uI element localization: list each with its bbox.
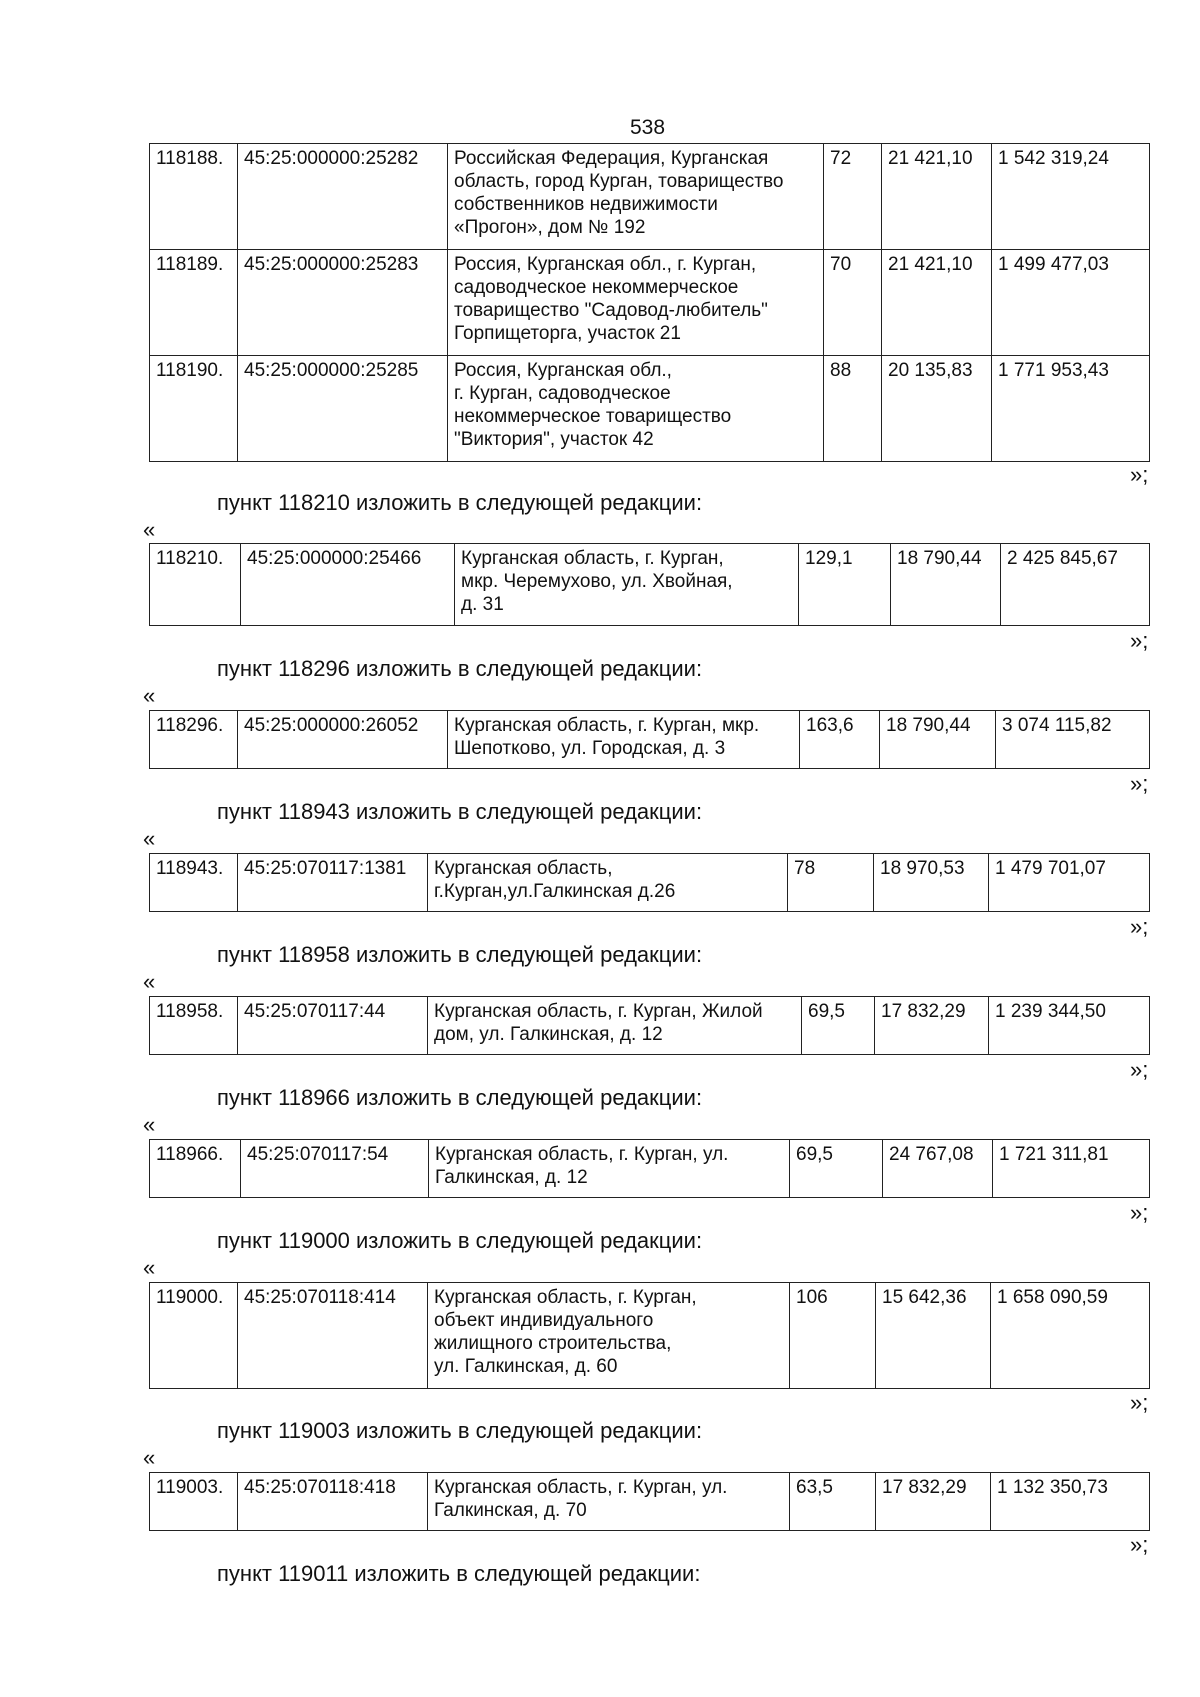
opening-quote: « bbox=[143, 517, 156, 542]
cadastral-number: 45:25:070117:54 bbox=[241, 1140, 429, 1198]
area: 63,5 bbox=[790, 1473, 876, 1531]
closing-quote: »; bbox=[1130, 1532, 1149, 1557]
table-row bbox=[150, 250, 1150, 356]
table-118188-118190 bbox=[149, 143, 1150, 462]
table-row bbox=[150, 997, 1150, 1055]
row-number: 119003. bbox=[150, 1473, 238, 1531]
address: Курганская область, г. Курган, Жилой дом, ул. Галкинская, д. 12 bbox=[428, 997, 802, 1055]
table-118966 bbox=[149, 1139, 1150, 1198]
table-row bbox=[150, 544, 1150, 626]
closing-quote: »; bbox=[1130, 1390, 1149, 1415]
cadastral-number: 45:25:070117:44 bbox=[238, 997, 428, 1055]
opening-quote: « bbox=[143, 683, 156, 708]
table-row bbox=[150, 854, 1150, 912]
address: Курганская область, г. Курган, ул. Галкинская, д. 70 bbox=[428, 1473, 790, 1531]
cadastral-number: 45:25:000000:25466 bbox=[241, 544, 455, 626]
cost: 1 542 319,24 bbox=[992, 144, 1150, 250]
area: 106 bbox=[790, 1283, 876, 1389]
rate: 17 832,29 bbox=[875, 997, 989, 1055]
row-number: 118296. bbox=[150, 711, 238, 769]
area: 69,5 bbox=[790, 1140, 883, 1198]
cadastral-number: 45:25:070118:418 bbox=[238, 1473, 428, 1531]
rate: 15 642,36 bbox=[876, 1283, 991, 1389]
area: 88 bbox=[824, 356, 882, 462]
address: Курганская область, г. Курган, объект индивидуального жилищного строительства, ул. Галкинская, д. 60 bbox=[428, 1283, 790, 1389]
rate: 20 135,83 bbox=[882, 356, 992, 462]
instruction-118210: пункт 118210 изложить в следующей редакции: bbox=[217, 490, 703, 515]
table-row bbox=[150, 1283, 1150, 1389]
cadastral-number: 45:25:000000:26052 bbox=[238, 711, 448, 769]
address: Курганская область, г.Курган,ул.Галкинская д.26 bbox=[428, 854, 788, 912]
table-118296 bbox=[149, 710, 1150, 769]
cost: 3 074 115,82 bbox=[996, 711, 1150, 769]
cost: 1 499 477,03 bbox=[992, 250, 1150, 356]
row-number: 119000. bbox=[150, 1283, 238, 1389]
rate: 21 421,10 bbox=[882, 144, 992, 250]
closing-quote: »; bbox=[1130, 914, 1149, 939]
address: Россия, Курганская обл., г. Курган, садоводческое некоммерческое товарищество "Виктория", участок 42 bbox=[448, 356, 824, 462]
area: 163,6 bbox=[800, 711, 880, 769]
address: Курганская область, г. Курган, ул. Галкинская, д. 12 bbox=[429, 1140, 790, 1198]
table-row bbox=[150, 1473, 1150, 1531]
address: Курганская область, г. Курган, мкр. Шепотково, ул. Городская, д. 3 bbox=[448, 711, 800, 769]
closing-quote: »; bbox=[1130, 1200, 1149, 1225]
cost: 1 658 090,59 bbox=[991, 1283, 1150, 1389]
table-row bbox=[150, 1140, 1150, 1198]
opening-quote: « bbox=[143, 1112, 156, 1137]
instruction-119003: пункт 119003 изложить в следующей редакции: bbox=[217, 1418, 703, 1443]
area: 78 bbox=[788, 854, 874, 912]
row-number: 118958. bbox=[150, 997, 238, 1055]
instruction-118296: пункт 118296 изложить в следующей редакции: bbox=[217, 656, 703, 681]
table-118210 bbox=[149, 543, 1150, 626]
rate: 18 970,53 bbox=[874, 854, 989, 912]
cadastral-number: 45:25:000000:25283 bbox=[238, 250, 448, 356]
opening-quote: « bbox=[143, 826, 156, 851]
cadastral-number: 45:25:000000:25285 bbox=[238, 356, 448, 462]
instruction-118966: пункт 118966 изложить в следующей редакции: bbox=[217, 1085, 703, 1110]
address: Курганская область, г. Курган, мкр. Черемухово, ул. Хвойная, д. 31 bbox=[455, 544, 799, 626]
instruction-119011: пункт 119011 изложить в следующей редакции: bbox=[217, 1561, 701, 1586]
row-number: 118189. bbox=[150, 250, 238, 356]
area: 69,5 bbox=[802, 997, 875, 1055]
rate: 24 767,08 bbox=[883, 1140, 993, 1198]
opening-quote: « bbox=[143, 1445, 156, 1470]
table-row bbox=[150, 144, 1150, 250]
opening-quote: « bbox=[143, 969, 156, 994]
cadastral-number: 45:25:070117:1381 bbox=[238, 854, 428, 912]
instruction-118943: пункт 118943 изложить в следующей редакции: bbox=[217, 799, 703, 824]
closing-quote: »; bbox=[1130, 771, 1149, 796]
cadastral-number: 45:25:070118:414 bbox=[238, 1283, 428, 1389]
area: 70 bbox=[824, 250, 882, 356]
area: 72 bbox=[824, 144, 882, 250]
row-number: 118188. bbox=[150, 144, 238, 250]
table-row bbox=[150, 356, 1150, 462]
table-119003 bbox=[149, 1472, 1150, 1531]
row-number: 118210. bbox=[150, 544, 241, 626]
table-row bbox=[150, 711, 1150, 769]
opening-quote: « bbox=[143, 1255, 156, 1280]
table-119000 bbox=[149, 1282, 1150, 1389]
rate: 18 790,44 bbox=[891, 544, 1001, 626]
closing-quote: »; bbox=[1130, 1057, 1149, 1082]
rate: 17 832,29 bbox=[876, 1473, 991, 1531]
instruction-118958: пункт 118958 изложить в следующей редакции: bbox=[217, 942, 703, 967]
row-number: 118966. bbox=[150, 1140, 241, 1198]
closing-quote: »; bbox=[1130, 628, 1149, 653]
rate: 18 790,44 bbox=[880, 711, 996, 769]
cost: 2 425 845,67 bbox=[1001, 544, 1150, 626]
table-118958 bbox=[149, 996, 1150, 1055]
cost: 1 479 701,07 bbox=[989, 854, 1150, 912]
cost: 1 771 953,43 bbox=[992, 356, 1150, 462]
cost: 1 132 350,73 bbox=[991, 1473, 1150, 1531]
address: Российская Федерация, Курганская область, город Курган, товарищество собственников недвижимости «Прогон», дом № 192 bbox=[448, 144, 824, 250]
closing-quote: »; bbox=[1130, 462, 1149, 487]
row-number: 118943. bbox=[150, 854, 238, 912]
area: 129,1 bbox=[799, 544, 891, 626]
cost: 1 239 344,50 bbox=[989, 997, 1150, 1055]
rate: 21 421,10 bbox=[882, 250, 992, 356]
cadastral-number: 45:25:000000:25282 bbox=[238, 144, 448, 250]
page-number: 538 bbox=[629, 116, 666, 139]
table-118943 bbox=[149, 853, 1150, 912]
cost: 1 721 311,81 bbox=[993, 1140, 1150, 1198]
address: Россия, Курганская обл., г. Курган, садоводческое некоммерческое товарищество "Садовод-любитель" Горпищеторга, участок 21 bbox=[448, 250, 824, 356]
instruction-119000: пункт 119000 изложить в следующей редакции: bbox=[217, 1228, 703, 1253]
row-number: 118190. bbox=[150, 356, 238, 462]
